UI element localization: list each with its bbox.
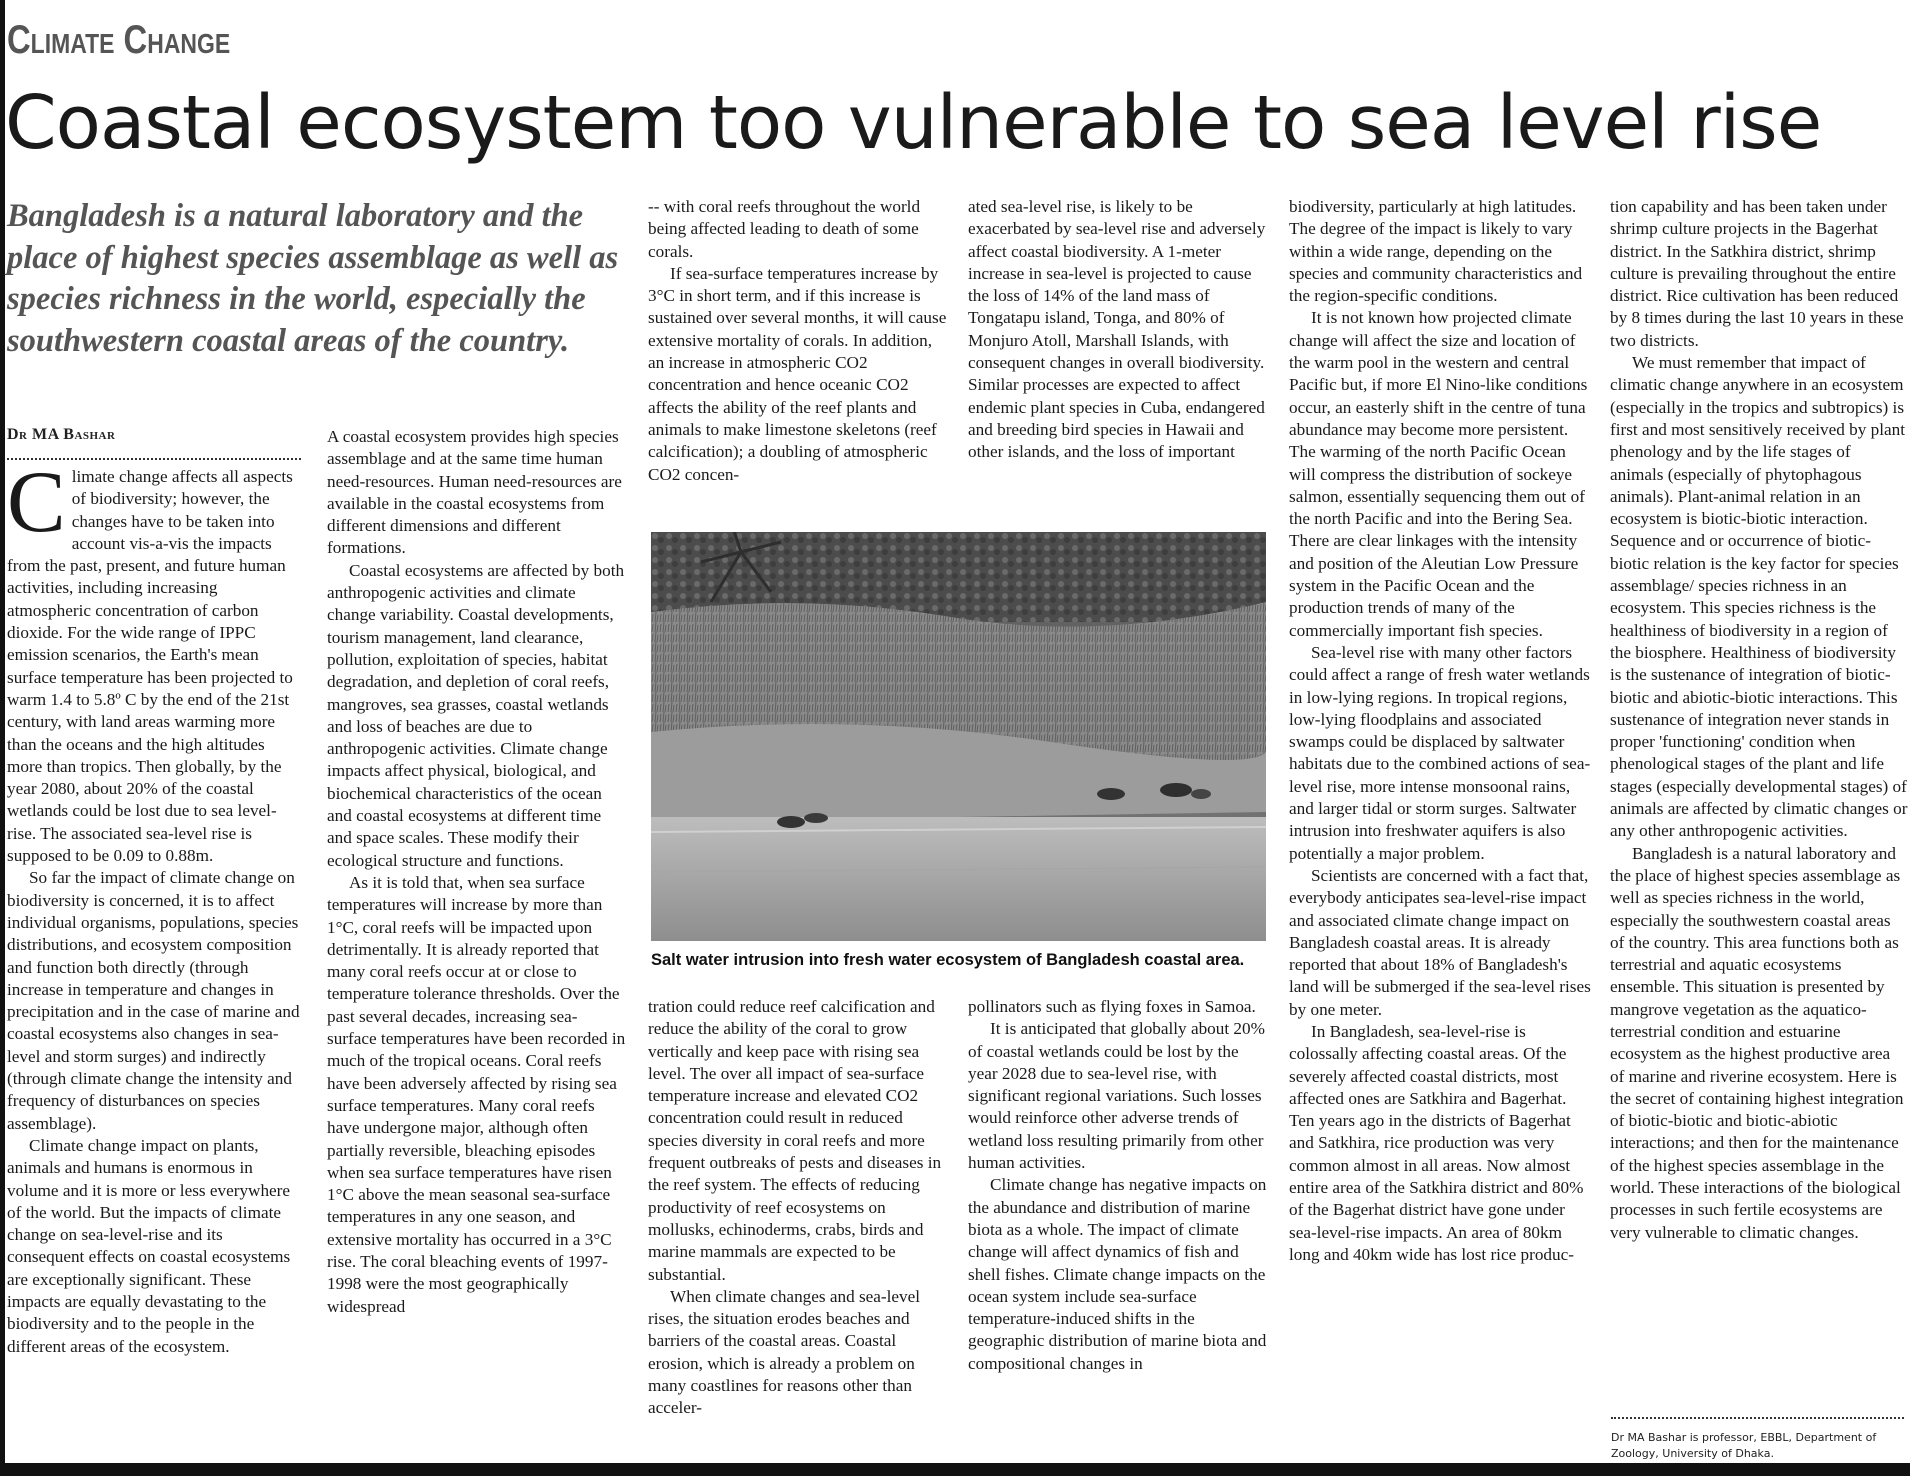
article-paragraph: Sea-level rise with many other factors could affect a range of fresh water wetlands in low-lying regions. In tropical regions, low-lying floodplains and associated swamps could be displaced by saltwater habitats due to the combined actions of sea-level rise, more intense monsoonal rains, and larger tidal or storm surges. Saltwater intrusion into freshwater aquifers is also potentially a major problem. [1289,642,1591,863]
article-column-5 [1289,196,1591,1266]
article-column-6 [1610,196,1908,1244]
article-column-1 [7,454,303,1358]
article-paragraph [7,454,303,867]
page-frame-bottom [0,1463,1910,1476]
paragraph-text: limate change affects all aspects of biodiversity; however, the changes have to be taken into account vis-a-vis the impacts from the past, present, and future human activities, including increasing atmospheric concentration of carbon dioxide. For the wide range of IPPC emission scenarios, the Earth's mean surface temperature has been projected to warm 1.4 to 5.8º C by the end of the 21st century, with land areas warming more than the oceans and the high altitudes more than tropics. Then globally, by the year 2080, about 20% of the coastal wetlands could be lost due to sea level-rise. The associated sea-level rise is supposed to be 0.09 to 0.88m. [7,467,293,866]
drop-cap: C [7,454,66,551]
article-paragraph: Climate change impact on plants, animals and humans is enormous in volume and it is more or less everywhere of the world. But the impacts of climate change on sea-level-rise and its consequent effects on coastal ecosystems are exceptionally significant. These impacts are equally devastating to the biodiversity and to the people in the different areas of the ecosystem. [7,1135,291,1356]
article-column-4-top [968,196,1268,464]
article-paragraph: A coastal ecosystem provides high species assemblage and at the same time human need-resources. Human need-resources are available in the coastal ecosystems from different dimensions and different formations. [327,427,622,558]
article-paragraph: Bangladesh is a natural laboratory and the place of highest species assemblage as well as species richness in the world, especially the southwestern coastal areas of the country. This area functions both as terrestrial and aquatic ecosystems ensemble. This situation is presented by mangrove vegetation as the aquatico-terrestrial condition and estuarine ecosystem as the highest productive area of marine and riverine ecosystem. Here is the secret of containing highest integration of biotic-biotic and biotic-abiotic interactions; and then for the maintenance of the highest species assemblage in the world. These interactions of the biological processes in such fertile ecosystems are very vulnerable to climatic changes. [1610,843,1904,1242]
author-bio: Dr MA Bashar is professor, EBBL, Department of Zoology, University of Dhaka. [1611,1431,1877,1460]
photo-caption: Salt water intrusion into fresh water ecosystem of Bangladesh coastal area. [651,951,1245,969]
byline: Dr MA Bashar [7,426,116,443]
article-paragraph: Coastal ecosystems are affected by both anthropogenic activities and climate change variability. Coastal developments, tourism management, land clearance, pollution, exploitation of species, habitat degradation, and depletion of coral reefs, mangroves, sea grasses, coastal wetlands and loss of beaches are due to anthropogenic activities. Climate change impacts affect physical, biological, and biochemical characteristics of the ocean and coastal ecosystems at different time and space scales. These modify their ecological structure and functions. [327,560,625,870]
page-frame-left [0,0,5,1476]
article-paragraph: ated sea-level rise, is likely to be exacerbated by sea-level rise and adversely affect coastal biodiversity. A 1-meter increase in sea-level is projected to cause the loss of 14% of the land mass of Tongatapu island, Tonga, and 80% of Monjuro Atoll, Marshall Islands, with consequent changes in overall biodiversity. Similar processes are expected to affect endemic plant species in Cuba, endangered and breeding bird species in Hawaii and other islands, and the loss of important [968,197,1266,462]
article-paragraph: tion capability and has been taken under shrimp culture projects in the Bagerhat district. In the Satkhira district, shrimp culture is prevailing throughout the entire district. Rice cultivation has been reduced by 8 times during the last 10 years in these two districts. [1610,197,1904,350]
article-paragraph: When climate changes and sea-level rises, the situation erodes beaches and barriers of the coastal areas. Coastal erosion, which is already a problem on many coastlines for reasons other than acceler- [648,1286,921,1418]
article-paragraph: We must remember that impact of climatic change anywhere in an ecosystem (especially in the tropics and subtropics) is first and most sensitively received by plant phenology and by the life stages of animals (especially of phytophagous animals). Plant-animal relation in an ecosystem is biotic-biotic interaction. Sequence and or occurrence of biotic-biotic relation is the key factor for species assemblage/ species richness in an ecosystem. This species richness is the healthiness of biodiversity in a region of the biosphere. Healthiness of biodiversity is the sustenance of integration of biotic-biotic and abiotic-biotic interactions. This sustenance of integration never stands in proper 'functioning' condition when phenological stages of the plant and life stages (especially developmental stages) of animals are affected by climatic changes or any other anthropogenic activities. [1610,353,1908,841]
standfirst: Bangladesh is a natural laboratory and the place of highest species assemblage as well as species richness in the world, especially the southwestern coastal areas of the country. [7,198,619,359]
article-paragraph: So far the impact of climate change on biodiversity is concerned, it is to affect individual organisms, populations, species distributions, and ecosystem composition and function both directly (through increase in temperature and changes in precipitation and in the case of marine and coastal ecosystems also changes in sea-level and storm surges) and indirectly (through climate change the intensity and frequency of disturbances on species assemblage). [7,868,300,1133]
wetland-photo [651,532,1266,941]
article-paragraph: Scientists are concerned with a fact that, everybody anticipates sea-level-rise impact and associated climate change impact on Bangladesh coastal areas. It is already reported that about 18% of Bangladesh's land will be submerged if the sea-level rises by one meter. [1289,865,1591,1019]
article-paragraph: In Bangladesh, sea-level-rise is colossally affecting coastal areas. Of the severely affected coastal districts, most affected ones are Satkhira and Bagerhat. Ten years ago in the districts of Bagerhat and Satkhira, rice production was very common almost in all areas. Now almost entire area of the Satkhira district and 80% of the Bagerhat district have gone under sea-level-rise impacts. An area of 80km long and 40km wide has lost rice produc- [1289,1021,1584,1264]
article-paragraph: tration could reduce reef calcification and reduce the ability of the coral to grow vertically and keep pace with rising sea level. The over all impact of sea-surface temperature increase and elevated CO2 concentration could result in reduced species diversity in coral reefs and more frequent outbreaks of pests and diseases in the reef system. The effects of reducing productivity of reef ecosystems on mollusks, echinoderms, crabs, birds and marine mammals are expected to be substantial. [648,997,942,1284]
article-paragraph: Climate change has negative impacts on the abundance and distribution of marine biota as a whole. The impact of climate change will affect dynamics of fish and shell fishes. Climate change impacts on the ocean system include sea-surface temperature-induced shifts in the geographic distribution of marine biota and compositional changes in [968,1175,1267,1373]
article-paragraph: It is not known how projected climate change will affect the size and location of the warm pool in the western and central Pacific but, if more El Nino-like conditions occur, an easterly shift in the centre of tuna abundance may become more persistent. The warming of the north Pacific Ocean will compress the distribution of sockeye salmon, essentially sequencing them out of the north Pacific and into the Bering Sea. There are clear linkages with the intensity and position of the Aleutian Low Pressure system in the Pacific Ocean and the production trends of many of the commercially important fish species. [1289,308,1588,640]
article-paragraph: It is anticipated that globally about 20% of coastal wetlands could be lost by the year 2028 due to sea-level rise, with significant regional variations. Such losses would reinforce other adverse trends of wetland loss resulting primarily from other human activities. [968,1019,1265,1173]
article-paragraph: As it is told that, when sea surface temperatures will increase by more than 1°C, coral reefs will be impacted upon detrimentally. It is already reported that many coral reefs occur at or close to temperature tolerance thresholds. Over the past several decades, increasing sea-surface temperatures have been recorded in much of the tropical oceans. Coral reefs have been adversely affected by rising sea surface temperatures. Many coral reefs have undergone major, although often partially reversible, bleaching episodes when sea surface temperatures have risen 1°C above the mean seasonal sea-surface temperatures in any one season, and extensive mortality has occurred in a 3°C rise. The coral bleaching events of 1997-1998 were the most geographically widespread [327,872,626,1316]
article-column-4-bottom [968,996,1268,1375]
article-paragraph: If sea-surface temperatures increase by 3°C in short term, and if this increase is sustained over several months, it will cause extensive mortality of corals. In addition, an increase in atmospheric CO2 concentration and hence oceanic CO2 affects the ability of the reef plants and animals to make limestone skeletons (reef calcification); a doubling of atmospheric CO2 concen- [648,263,947,484]
headline: Coastal ecosystem too vulnerable to sea level rise [5,80,1822,166]
article-paragraph: -- with coral reefs throughout the world being affected leading to death of some corals. [648,197,921,261]
author-bio-divider [1611,1417,1904,1419]
article-paragraph: biodiversity, particularly at high latitudes. The degree of the impact is likely to vary within a wide range, depending on the species and community characteristics and the region-specific conditions. [1289,197,1583,306]
article-column-3-bottom [648,996,948,1420]
section-kicker: Climate Change [7,18,231,62]
article-column-2 [327,426,626,1318]
wetland-photo-image [651,532,1266,941]
article-column-3-top [648,196,948,486]
article-paragraph: pollinators such as flying foxes in Samoa. [968,997,1256,1016]
